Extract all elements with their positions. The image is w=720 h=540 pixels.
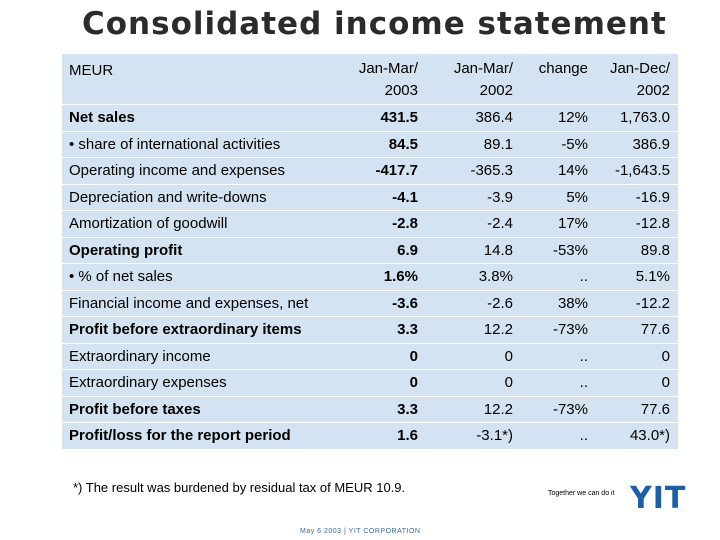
footnote: *) The result was burdened by residual tax of MEUR 10.9.	[73, 480, 406, 495]
row-label: Financial income and expenses, net	[69, 295, 309, 312]
row-label: Extraordinary income	[69, 348, 211, 365]
row-divider	[62, 343, 678, 344]
column-header-change: change	[538, 60, 588, 77]
value-jan-mar-2002: 0	[504, 348, 513, 365]
value-jan-mar-2002: 386.4	[475, 109, 513, 126]
value-jan-dec-2002: 1,763.0	[619, 109, 670, 126]
unit-header: MEUR	[69, 62, 114, 79]
value-jan-mar-2002: 12.2	[483, 401, 513, 418]
value-change: -53%	[552, 242, 588, 259]
value-jan-mar-2002: 89.1	[483, 136, 513, 153]
row-divider	[62, 210, 678, 211]
value-jan-mar-2002: -365.3	[470, 162, 513, 179]
value-change: ..	[579, 427, 588, 444]
row-label: Net sales	[69, 109, 135, 126]
value-jan-mar-2003: -2.8	[392, 215, 418, 232]
row-divider	[62, 290, 678, 291]
column-header-line: 2003	[384, 82, 418, 99]
value-jan-mar-2003: 1.6%	[383, 268, 418, 285]
row-divider	[62, 369, 678, 370]
row-divider	[62, 422, 678, 423]
value-jan-mar-2003: 0	[409, 374, 418, 391]
value-jan-mar-2003: -4.1	[392, 189, 418, 206]
value-jan-mar-2003: 6.9	[397, 242, 418, 259]
row-label: Profit before taxes	[69, 401, 201, 418]
column-header-line: 2002	[479, 82, 513, 99]
column-header-line: Jan-Dec/	[609, 60, 670, 77]
row-divider	[62, 396, 678, 397]
value-change: -73%	[552, 321, 588, 338]
value-change: 38%	[557, 295, 588, 312]
value-jan-mar-2002: 14.8	[483, 242, 513, 259]
value-jan-mar-2002: 0	[504, 374, 513, 391]
value-jan-mar-2002: 3.8%	[478, 268, 513, 285]
value-jan-dec-2002: 386.9	[632, 136, 670, 153]
column-header-line: 2002	[636, 82, 670, 99]
column-header-line: Jan-Mar/	[358, 60, 418, 77]
row-label: Operating income and expenses	[69, 162, 285, 179]
value-change: ..	[579, 268, 588, 285]
value-change: ..	[579, 374, 588, 391]
value-change: 17%	[557, 215, 588, 232]
value-jan-mar-2003: 431.5	[380, 109, 418, 126]
value-jan-mar-2003: 1.6	[397, 427, 418, 444]
value-jan-mar-2003: 3.3	[397, 401, 418, 418]
value-jan-dec-2002: 43.0*)	[629, 427, 670, 444]
row-label: • % of net sales	[69, 268, 173, 285]
value-jan-dec-2002: -12.2	[635, 295, 670, 312]
value-jan-dec-2002: 77.6	[640, 321, 670, 338]
value-change: ..	[579, 348, 588, 365]
row-divider	[62, 131, 678, 132]
row-label: • share of international activities	[69, 136, 281, 153]
row-label: Amortization of goodwill	[69, 215, 228, 232]
row-divider	[62, 237, 678, 238]
column-header-jan-dec-2002	[610, 58, 670, 102]
row-label: Profit before extraordinary items	[69, 321, 302, 338]
tagline: Together we can do it	[548, 490, 615, 497]
value-jan-mar-2002: -2.4	[487, 215, 513, 232]
value-change: 5%	[566, 189, 588, 206]
row-label: Depreciation and write-downs	[69, 189, 267, 206]
value-jan-mar-2003: 3.3	[397, 321, 418, 338]
row-label: Operating profit	[69, 242, 183, 259]
row-divider	[62, 263, 678, 264]
row-divider	[62, 104, 678, 105]
value-jan-mar-2003: 0	[409, 348, 418, 365]
value-change: -5%	[561, 136, 588, 153]
column-header-jan-mar-2002	[454, 58, 513, 102]
yit-logo: YIT	[630, 481, 687, 516]
value-jan-dec-2002: 77.6	[640, 401, 670, 418]
value-change: 12%	[557, 109, 588, 126]
value-jan-dec-2002: 0	[661, 348, 670, 365]
value-change: 14%	[557, 162, 588, 179]
value-jan-dec-2002: -1,643.5	[614, 162, 670, 179]
value-jan-dec-2002: -12.8	[635, 215, 670, 232]
value-jan-mar-2002: -3.9	[487, 189, 513, 206]
value-jan-mar-2002: -2.6	[487, 295, 513, 312]
value-jan-dec-2002: 89.8	[640, 242, 670, 259]
column-header-line: Jan-Mar/	[453, 60, 513, 77]
value-jan-dec-2002: 5.1%	[635, 268, 670, 285]
row-divider	[62, 157, 678, 158]
value-jan-dec-2002: 0	[661, 374, 670, 391]
footer-date-company: May 6 2003 | YIT CORPORATION	[300, 528, 421, 535]
value-jan-mar-2003: -3.6	[392, 295, 418, 312]
value-jan-dec-2002: -16.9	[635, 189, 670, 206]
row-label: Extraordinary expenses	[69, 374, 227, 391]
row-label: Profit/loss for the report period	[69, 427, 291, 444]
value-jan-mar-2002: 12.2	[483, 321, 513, 338]
page-title: Consolidated income statement	[82, 6, 667, 42]
value-change: -73%	[552, 401, 588, 418]
row-divider	[62, 316, 678, 317]
value-jan-mar-2003: 84.5	[388, 136, 418, 153]
row-divider	[62, 184, 678, 185]
value-jan-mar-2003: -417.7	[375, 162, 418, 179]
value-jan-mar-2002: -3.1*)	[476, 427, 513, 444]
column-header-jan-mar-2003	[359, 58, 418, 102]
